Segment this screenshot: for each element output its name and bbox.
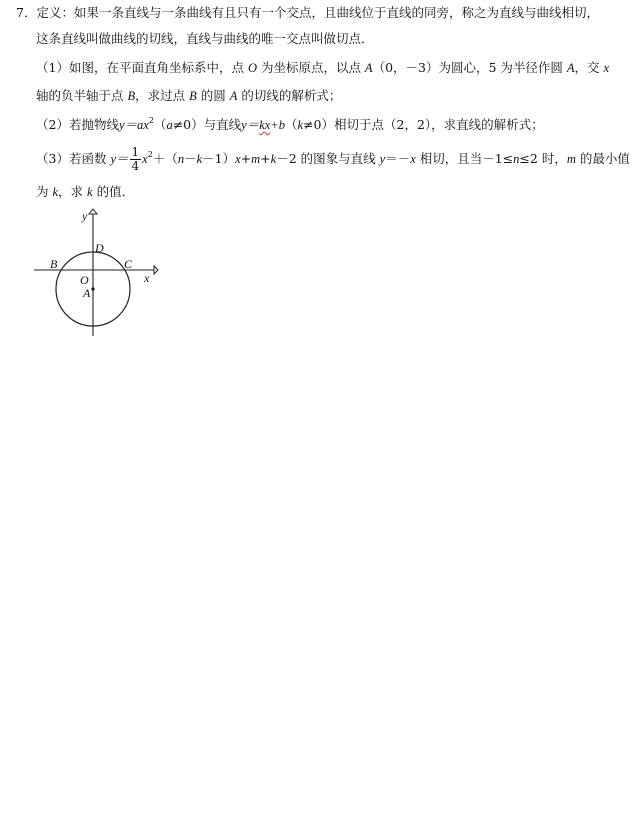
part3-text: + [260,151,271,166]
part3-text: ≤2 时， [519,151,567,166]
var-m: m [251,152,261,166]
var-n: n [177,152,185,166]
definition-line-1 [16,5,599,21]
part1-text: ，求过点 [135,88,190,103]
expr-y: y＝ [110,152,129,166]
part3-text: 相切，且当－1≤ [415,151,514,166]
var-A: A [364,61,373,75]
part3-text: ，求 [58,184,88,199]
var-O: O [247,61,257,75]
label-C: C [124,257,133,271]
part3-text: － [184,151,197,166]
part1-tag: （1） [36,60,69,75]
center-point-A [91,287,94,290]
part3-line-1 [36,144,630,174]
part3-text: －2 的图象与直线 [276,151,380,166]
x-axis-arrow [154,266,158,274]
definition-text-2: 这条直线叫做曲线的切线，直线与曲线的唯一交点叫做切点． [36,31,374,46]
part1-text: 为坐标原点，以点 [256,60,365,75]
part3-text: 的最小值 [575,151,630,166]
part1-text: ，交 [574,60,604,75]
var-A: A [566,61,575,75]
label-B: B [50,257,58,271]
definition-label: 定义： [36,5,74,20]
part3-text: －1） [202,151,236,166]
expr-b: +b [270,118,285,132]
part1-text: 的切线的解析式； [237,88,342,103]
part3-text: 为 [36,184,53,199]
y-axis-arrow [89,209,97,214]
part2-text: ≠0）相切于点（2，2），求直线的解析式； [303,117,544,132]
fraction-one-quarter [130,146,142,173]
coordinate-figure [30,206,170,341]
part3-text: ＋（ [152,151,178,166]
part1-line-2 [36,88,341,104]
fraction-denominator: 4 [131,159,140,173]
var-B: B [189,89,197,103]
part3-tag: （3） [36,151,69,166]
label-x: x [144,271,150,285]
label-O: O [80,273,89,287]
part3-text: + [240,151,252,166]
var-k: k [196,152,203,166]
expr-y-ax: y＝ax [118,118,149,132]
part3-text: 的值． [92,184,135,199]
var-k: k [87,185,93,199]
part2-line [36,117,544,133]
var-x: x [410,152,416,166]
part1-text: 如图，在平面直角坐标系中，点 [68,60,248,75]
definition-text-1: 如果一条直线与一条曲线有且只有一个交点，且曲线位于直线的同旁，称之为直线与曲线相切， [73,5,599,20]
var-a: a [166,118,173,132]
part2-text: （ [153,117,167,132]
part3-text: 若函数 [68,151,111,166]
label-A: A [83,286,91,300]
part3-line-2 [36,184,134,200]
part2-text: ≠0）与直线 [172,117,242,132]
expr-kx: kx [259,118,271,132]
var-B: B [127,89,136,103]
var-k: k [52,185,59,199]
fraction-numerator: 1 [131,145,140,159]
var-x: x [603,61,610,75]
superscript: 2 [148,116,154,125]
part1-text: 的圆 [196,88,230,103]
part2-tag: （2） [36,117,69,132]
part2-text: （ [284,117,298,132]
var-x: x [235,152,241,166]
definition-line-2 [36,31,374,47]
label-D: D [95,241,104,255]
part1-text: （0，－3）为圆心，5 为半径作圆 [372,60,567,75]
var-A: A [229,89,238,103]
expr-y: y＝ [241,118,260,132]
part2-text: 若抛物线 [68,117,119,132]
var-n: n [513,152,520,166]
var-m: m [566,152,576,166]
superscript: 2 [147,150,153,159]
problem-number: 7． [16,5,37,20]
part1-text: 轴的负半轴于点 [36,88,128,103]
part3-text: ＝－ [385,151,411,166]
var-k: k [270,152,277,166]
var-y: y [379,152,386,166]
part1-line-1 [36,60,609,76]
var-k: k [297,118,304,132]
var-x: x [142,152,148,166]
label-y: y [82,209,88,223]
